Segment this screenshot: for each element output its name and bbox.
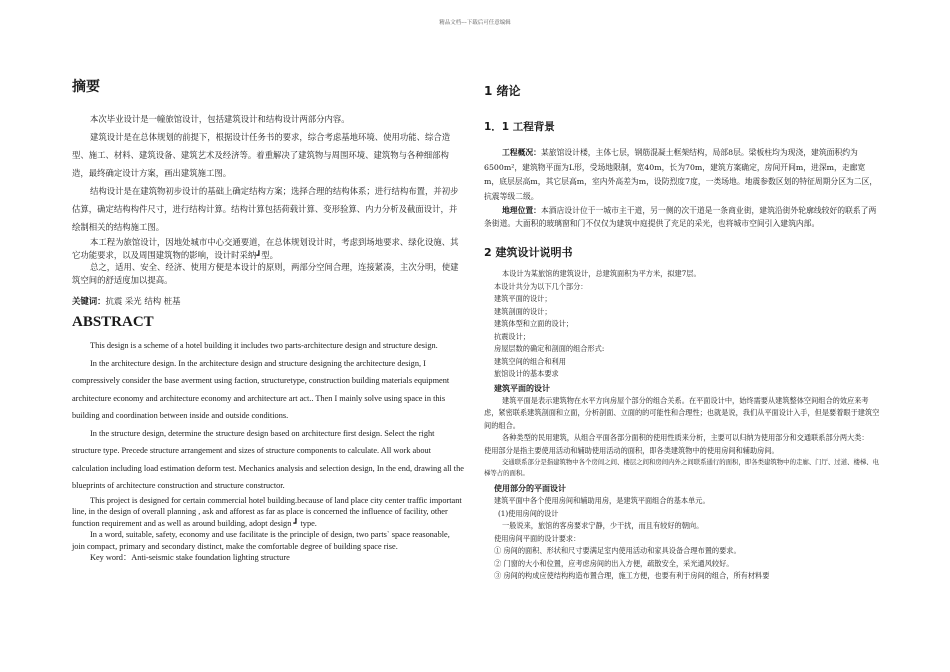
project-overview-text: 某旅馆设计楼，主体七层，钢筋混凝土框架结构，局部8层。梁板柱均为现浇，建筑面积约为6500m²，建筑物平面为L形，受场地限制，宽40m，长为70m，建筑方案确定，房间开间m，进深m，走廊宽m，底层层高m，其它层高m，室内外高差为m，设防烈度7度，一类场地。地震参数区划的特征周期分区为二区，抗震等级二级。 [484, 148, 878, 201]
abstract-en-paragraph-1: This design is a scheme of a hotel building it includes two parts-architecture design and structure design. [90, 341, 438, 350]
page-header: 精品文档---下载后可任意编辑 [439, 20, 511, 26]
abstract-en-paragraph-5: In a word, suitable, safety, economy and use facilitate is the principle of design, two parts` space reasonable, join compact, primary and secondary distinct, make the comfortable degree of building space rise. [72, 530, 450, 551]
abstract-en-keywords: Key word：Anti-seismic stake foundation lighting structure [90, 553, 290, 562]
building-parts-paragraph: 各种类型的民用建筑，从组合平面各部分面积的使用性质来分析，主要可以归纳为使用部分和交通联系部分两大类： [502, 433, 869, 443]
project-overview-label: 工程概况： [502, 148, 541, 157]
abstract-en-paragraph-3: In the structure design, determine the structure design based on architecture first design. Select the right structure type. Precede structure arrangement and sizes of structure components to calculate. All work about calculation including load estimation deform test. Mechanics analysis and selection design, In the end, drawing all the blueprints of architecture construction and structure constructor. [72, 428, 464, 490]
list-item: 建筑平面的设计； [494, 294, 552, 304]
requirement-item: ② 门窗的大小和位置，应考虑房间的出入方便，疏散安全，采光通风较好。 [494, 558, 734, 568]
abstract-paragraph-1: 本次毕业设计是一幢旅馆设计，包括建筑设计和结构设计两部分内容。 [90, 114, 350, 124]
location-text: 本酒店设计位于一城市主干道，另一侧的次干道是一条商业街，建筑沿街外轮廓线较好的联系了两条街道。大面积的玻璃窗和门不仅仅为建筑中庭提供了充足的采光，也将城市空间引入建筑内部。 [484, 206, 877, 229]
list-item: 建筑剖面的设计； [494, 306, 552, 316]
requirement-item: ① 房间的面积、形状和尺寸要满足室内使用活动和家具设备合理布置的要求。 [494, 546, 741, 556]
abstract-en-title: ABSTRACT [72, 314, 154, 330]
subheading-plan-design: 建筑平面的设计 [494, 382, 550, 393]
abstract-paragraph-3: 结构设计是在建筑物初步设计的基础上确定结构方案；选择合理的结构体系；进行结构布置，并初步估算，确定结构构件尺寸，进行结构计算。结构计算包括荷载计算、变形验算、内力分析及截面设计，并绘制相关的结构施工图。 [72, 186, 459, 232]
location-paragraph [484, 204, 880, 230]
room-design-text: 一般说来，旅馆的客房要求宁静，少干扰，而且有较好的朝向。 [502, 521, 704, 531]
project-overview [484, 146, 880, 204]
abstract-en-paragraph-2: In the architecture design. In the architecture design and structure designing the architecture design, I compressively consider the base averment using faction, structuretype, construction building materials equipment architecture economy and architecture economy and architecture art act.. Then I mainly solve using space in this building and coordination between inside and outside conditions. [72, 358, 450, 420]
abstract-title: 摘要 [72, 79, 100, 95]
design-parts-list [484, 293, 880, 381]
list-item: 建筑空间的组合和利用 [494, 356, 566, 366]
subheading-use-plan: 使用部分的平面设计 [494, 483, 566, 494]
list-item: 旅馆设计的基本要求 [494, 369, 559, 379]
room-design-heading: (1)使用房间的设计 [498, 508, 559, 518]
plan-design-paragraph: 建筑平面是表示建筑物在水平方向房屋个部分的组合关系。在平面设计中，始终需要从建筑整体空间组合的效应来考虑，紧密联系建筑剖面和立面，分析剖面、立面的的可能性和合理性；也就是说，我们从平面设计入手，但是要着眼于建筑空间的组合。 [484, 395, 880, 430]
section-1-1-heading: 1．1 工程背景 [484, 121, 555, 133]
design-intro: 本设计为某旅馆的建筑设计，总建筑面积为平方米，拟建7层。 [502, 269, 701, 279]
keywords-text: 抗震 采光 结构 桩基 [105, 296, 181, 306]
abstract-paragraph-5: 总之，适用、安全、经济、使用方便是本设计的原则，两部分空间合理，连接紧凑，主次分明，使建筑空间的舒适度加以提高。 [72, 262, 459, 285]
traffic-part-paragraph: 交通联系部分是指建筑物中各个房间之间、楼层之间和房间内外之间联系通行的面积，即各类建筑物中的走廊、门厅、过道、楼梯、电梯等占的面积。 [484, 458, 880, 477]
list-item: 抗震设计； [494, 331, 530, 341]
location-label: 地理位置： [502, 206, 541, 216]
keywords-label: 关键词： [72, 296, 106, 306]
abstract-en-paragraph-4: This project is designed for certain commercial hotel building.because of land place city center traffic important line, in the design of overall planning , ask and afforest as far as place is concerned the influence of facility, other function requirement and as well as around building, adopt design ┛ type. [72, 495, 462, 528]
right-column [484, 80, 880, 583]
design-parts-intro: 本设计共分为以下几个部分： [494, 281, 588, 291]
requirement-item: ③ 房间的构成应使结构构造布置合理，施工方便，也要有利于房间的组合，所有材料要 [494, 571, 770, 581]
room-requirements-intro: 使用房间平面的设计要求： [494, 533, 581, 543]
abstract-paragraph-2: 建筑设计是在总体规划的前提下，根据设计任务书的要求，综合考虑基地环境、使用功能、综合造型、施工、材料、建筑设备、建筑艺术及经济等。着重解决了建筑物与周围环境、建筑物与各种细部构造，最终确定设计方案，画出建筑施工图。 [72, 132, 451, 178]
section-2-heading: 2 建筑设计说明书 [484, 246, 573, 260]
left-column [72, 72, 464, 564]
section-1-heading: 1 绪论 [484, 84, 521, 98]
abstract-paragraph-4: 本工程为旅馆设计，因地处城市中心交通要道，在总体规划设计时，考虑到场地要求、绿化设施、其它功能要求，以及周围建筑物的影响，设计时采纳┛型。 [72, 237, 459, 260]
use-part-paragraph: 使用部分是指主要使用活动和辅助使用活动的面积，即各类建筑物中的使用房间和辅助房间。 [484, 445, 779, 455]
keywords-line [72, 292, 464, 310]
use-plan-intro: 建筑平面中各个使用房间和辅助用房，是建筑平面组合的基本单元。 [494, 496, 710, 506]
list-item: 房屋层数的确定和剖面的组合形式: [494, 344, 605, 354]
list-item: 建筑体型和立面的设计； [494, 319, 574, 329]
